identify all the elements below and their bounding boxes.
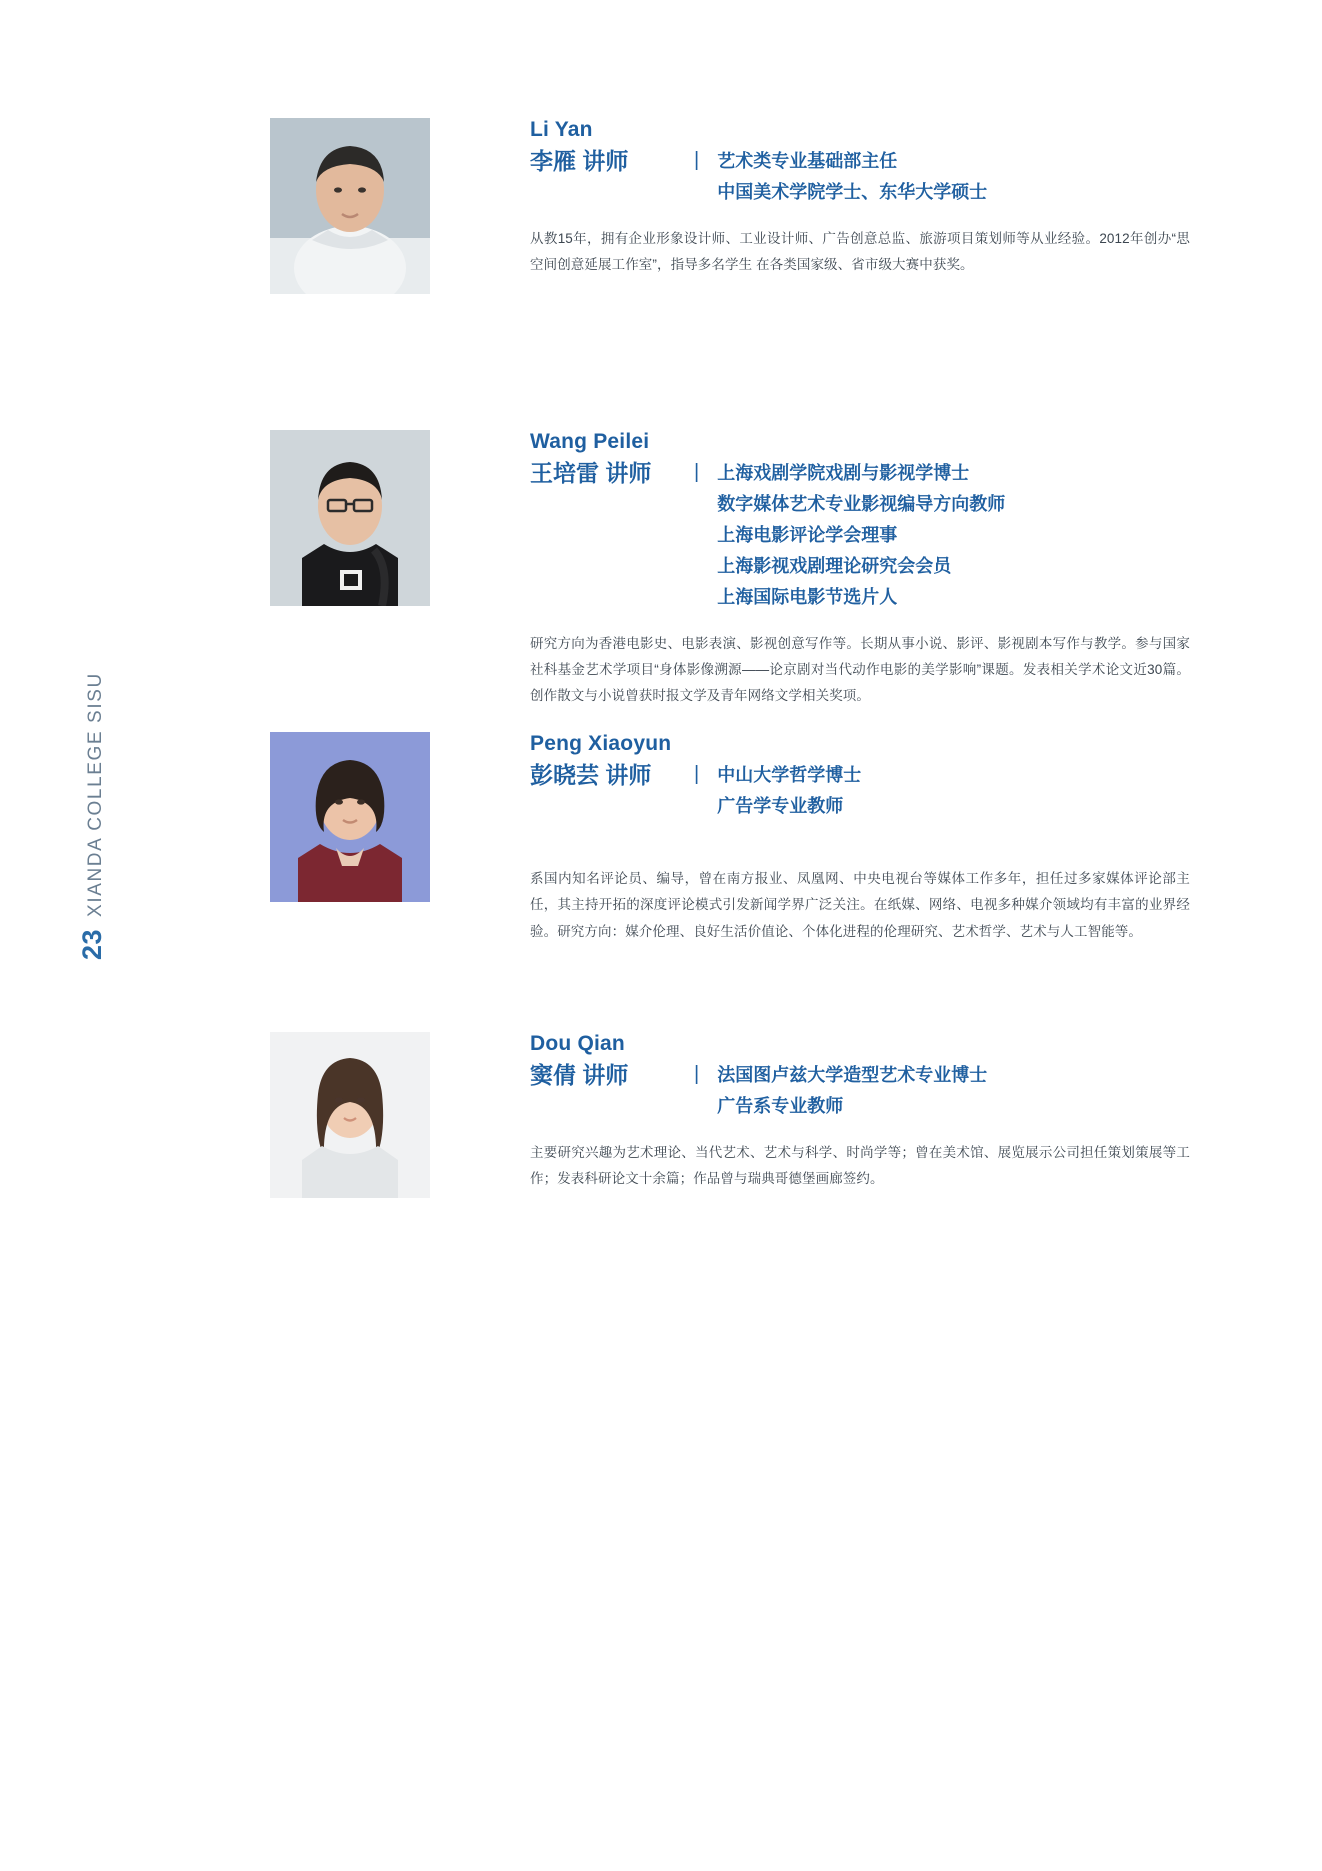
faculty-title: 上海戏剧学院戏剧与影视学博士 — [717, 463, 970, 484]
divider-bar: | — [694, 1063, 700, 1086]
faculty-title: 法国图卢兹大学造型艺术专业博士 — [717, 1065, 988, 1086]
page-side-label — [62, 360, 122, 960]
faculty-name-en: Wang Peilei — [530, 430, 650, 453]
faculty-titles — [717, 146, 987, 208]
faculty-title: 艺术类专业基础部主任 — [717, 151, 898, 172]
faculty-title: 上海国际电影节选片人 — [717, 586, 898, 607]
faculty-title: 中山大学哲学博士 — [717, 765, 862, 786]
faculty-bio: 研究方向为香港电影史、电影表演、影视创意写作等。长期从事小说、影评、影视剧本写作与教学。参与国家社科基金艺术学项目“身体影像溯源——论京剧对当代动作电影的美学影响”课题。发表相关学术论文近30篇。创作散文与小说曾获时报文学及青年网络文学相关奖项。 — [530, 635, 1190, 704]
faculty-title: 广告学专业教师 — [717, 796, 844, 817]
faculty-title: 上海影视戏剧理论研究会会员 — [717, 555, 952, 576]
portrait-photo — [270, 430, 430, 606]
faculty-name-row — [530, 458, 1250, 613]
divider-bar: | — [694, 149, 700, 172]
faculty-title: 上海电影评论学会理事 — [717, 525, 898, 545]
faculty-title: 广告系专业教师 — [717, 1096, 844, 1117]
faculty-name-cn: 李雁 讲师 — [530, 148, 629, 175]
faculty-name-cn: 王培雷 讲师 — [530, 460, 652, 487]
portrait-photo — [270, 732, 430, 902]
faculty-name-row — [530, 760, 1250, 822]
faculty-info — [530, 1032, 1250, 1193]
faculty-bio: 系国内知名评论员、编导，曾在南方报业、凤凰网、中央电视台等媒体工作多年，担任过多家媒体评论部主任，其主持开拓的深度评论模式引发新闻学界广泛关注。在纸媒、网络、电视多种媒介领域均有丰富的业界经验。研究方向：媒介伦理、良好生活价值论、个体化进程的伦理研究、艺术哲学、艺术与人工智能等。 — [530, 871, 1190, 939]
faculty-title: 数字媒体艺术专业影视编导方向教师 — [717, 494, 1006, 515]
faculty-name-row — [530, 146, 1250, 208]
faculty-titles — [717, 1060, 987, 1122]
portrait-photo — [270, 118, 430, 294]
faculty-name-en: Dou Qian — [530, 1032, 625, 1055]
divider-bar: | — [694, 763, 700, 786]
divider-bar: | — [694, 461, 700, 484]
faculty-info — [530, 732, 1250, 945]
faculty-name-cn: 彭晓芸 讲师 — [530, 762, 652, 789]
faculty-titles — [717, 760, 861, 822]
portrait-photo — [270, 1032, 430, 1198]
faculty-titles — [717, 458, 1005, 613]
faculty-name-en: Peng Xiaoyun — [530, 732, 672, 755]
page-number: 23 — [76, 928, 107, 960]
faculty-name-row — [530, 1060, 1250, 1122]
faculty-info — [530, 430, 1250, 710]
faculty-bio: 从教15年，拥有企业形象设计师、工业设计师、广告创意总监、旅游项目策划师等从业经验。2012年创办“思空间创意延展工作室”，指导多名学生 在各类国家级、省市级大赛中获奖。 — [530, 231, 1190, 273]
faculty-bio: 主要研究兴趣为艺术理论、当代艺术、艺术与科学、时尚学等；曾在美术馆、展览展示公司担任策划策展等工作；发表科研论文十余篇；作品曾与瑞典哥德堡画廊签约。 — [530, 1145, 1190, 1187]
page-side-text: XIANDA COLLEGE SISU — [84, 672, 106, 917]
faculty-name-en: Li Yan — [530, 118, 593, 141]
faculty-title: 中国美术学院学士、东华大学硕士 — [717, 182, 988, 203]
faculty-info — [530, 118, 1250, 279]
faculty-name-cn: 窦倩 讲师 — [530, 1062, 629, 1089]
